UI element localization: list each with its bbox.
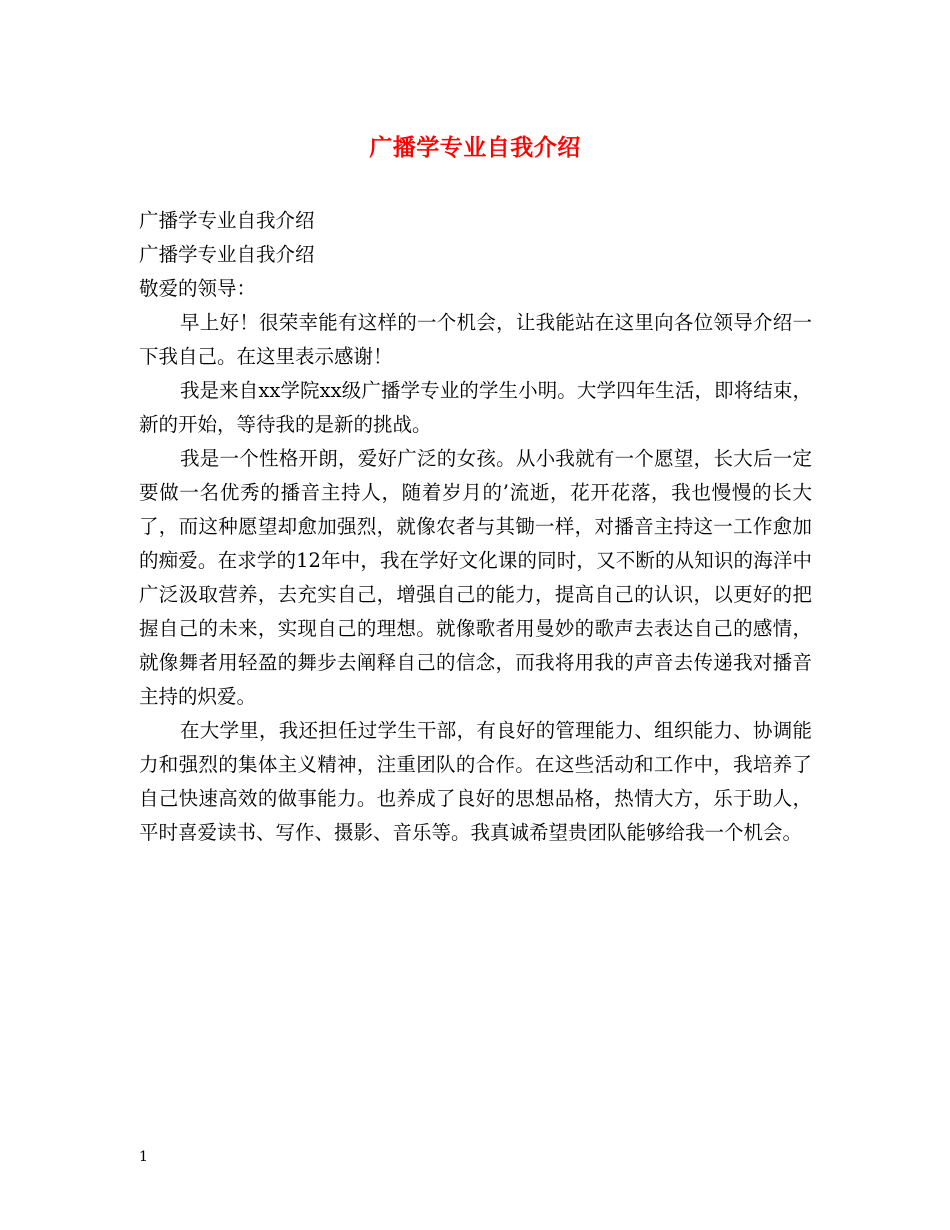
paragraph-background: 我是来自xx学院xx级广播学专业的学生小明。大学四年生活，即将结束，新的开始，等待我的是新的挑战。: [139, 379, 812, 436]
page-number: 1: [139, 1149, 148, 1165]
paragraph-experience: 在大学里，我还担任过学生干部，有良好的管理能力、组织能力、协调能力和强烈的集体主义精神，注重团队的合作。在这些活动和工作中，我培养了自己快速高效的做事能力。也养成了良好的思想品格，热情大方，乐于助人，平时喜爱读书、写作、摄影、音乐等。我真诚希望贵团队能够给我一个机会。: [139, 719, 812, 844]
document-body: [139, 204, 812, 850]
paragraph-greeting: 早上好！很荣幸能有这样的一个机会，让我能站在这里向各位领导介绍一下我自己。在这里表示感谢！: [139, 311, 812, 368]
salutation: 敬爱的领导：: [139, 277, 257, 300]
document-title: 广播学专业自我介绍: [369, 134, 581, 161]
paragraph-aspiration: 我是一个性格开朗，爱好广泛的女孩。从小我就有一个愿望，长大后一定要做一名优秀的播音主持人，随着岁月的’流逝，花开花落，我也慢慢的长大了，而这种愿望却愈加强烈，就像农者与其锄一样，对播音主持这一工作愈加的痴爱。在求学的12年中，我在学好文化课的同时，又不断的从知识的海洋中广泛汲取营养，去充实自己，增强自己的能力，提高自己的认识，以更好的把握自己的未来，实现自己的理想。就像歌者用曼妙的歌声去表达自己的感情，就像舞者用轻盈的舞步去阐释自己的信念，而我将用我的声音去传递我对播音主持的炽爱。: [139, 447, 812, 708]
heading-line-2: 广播学专业自我介绍: [139, 243, 315, 266]
heading-line-1: 广播学专业自我介绍: [139, 209, 315, 232]
